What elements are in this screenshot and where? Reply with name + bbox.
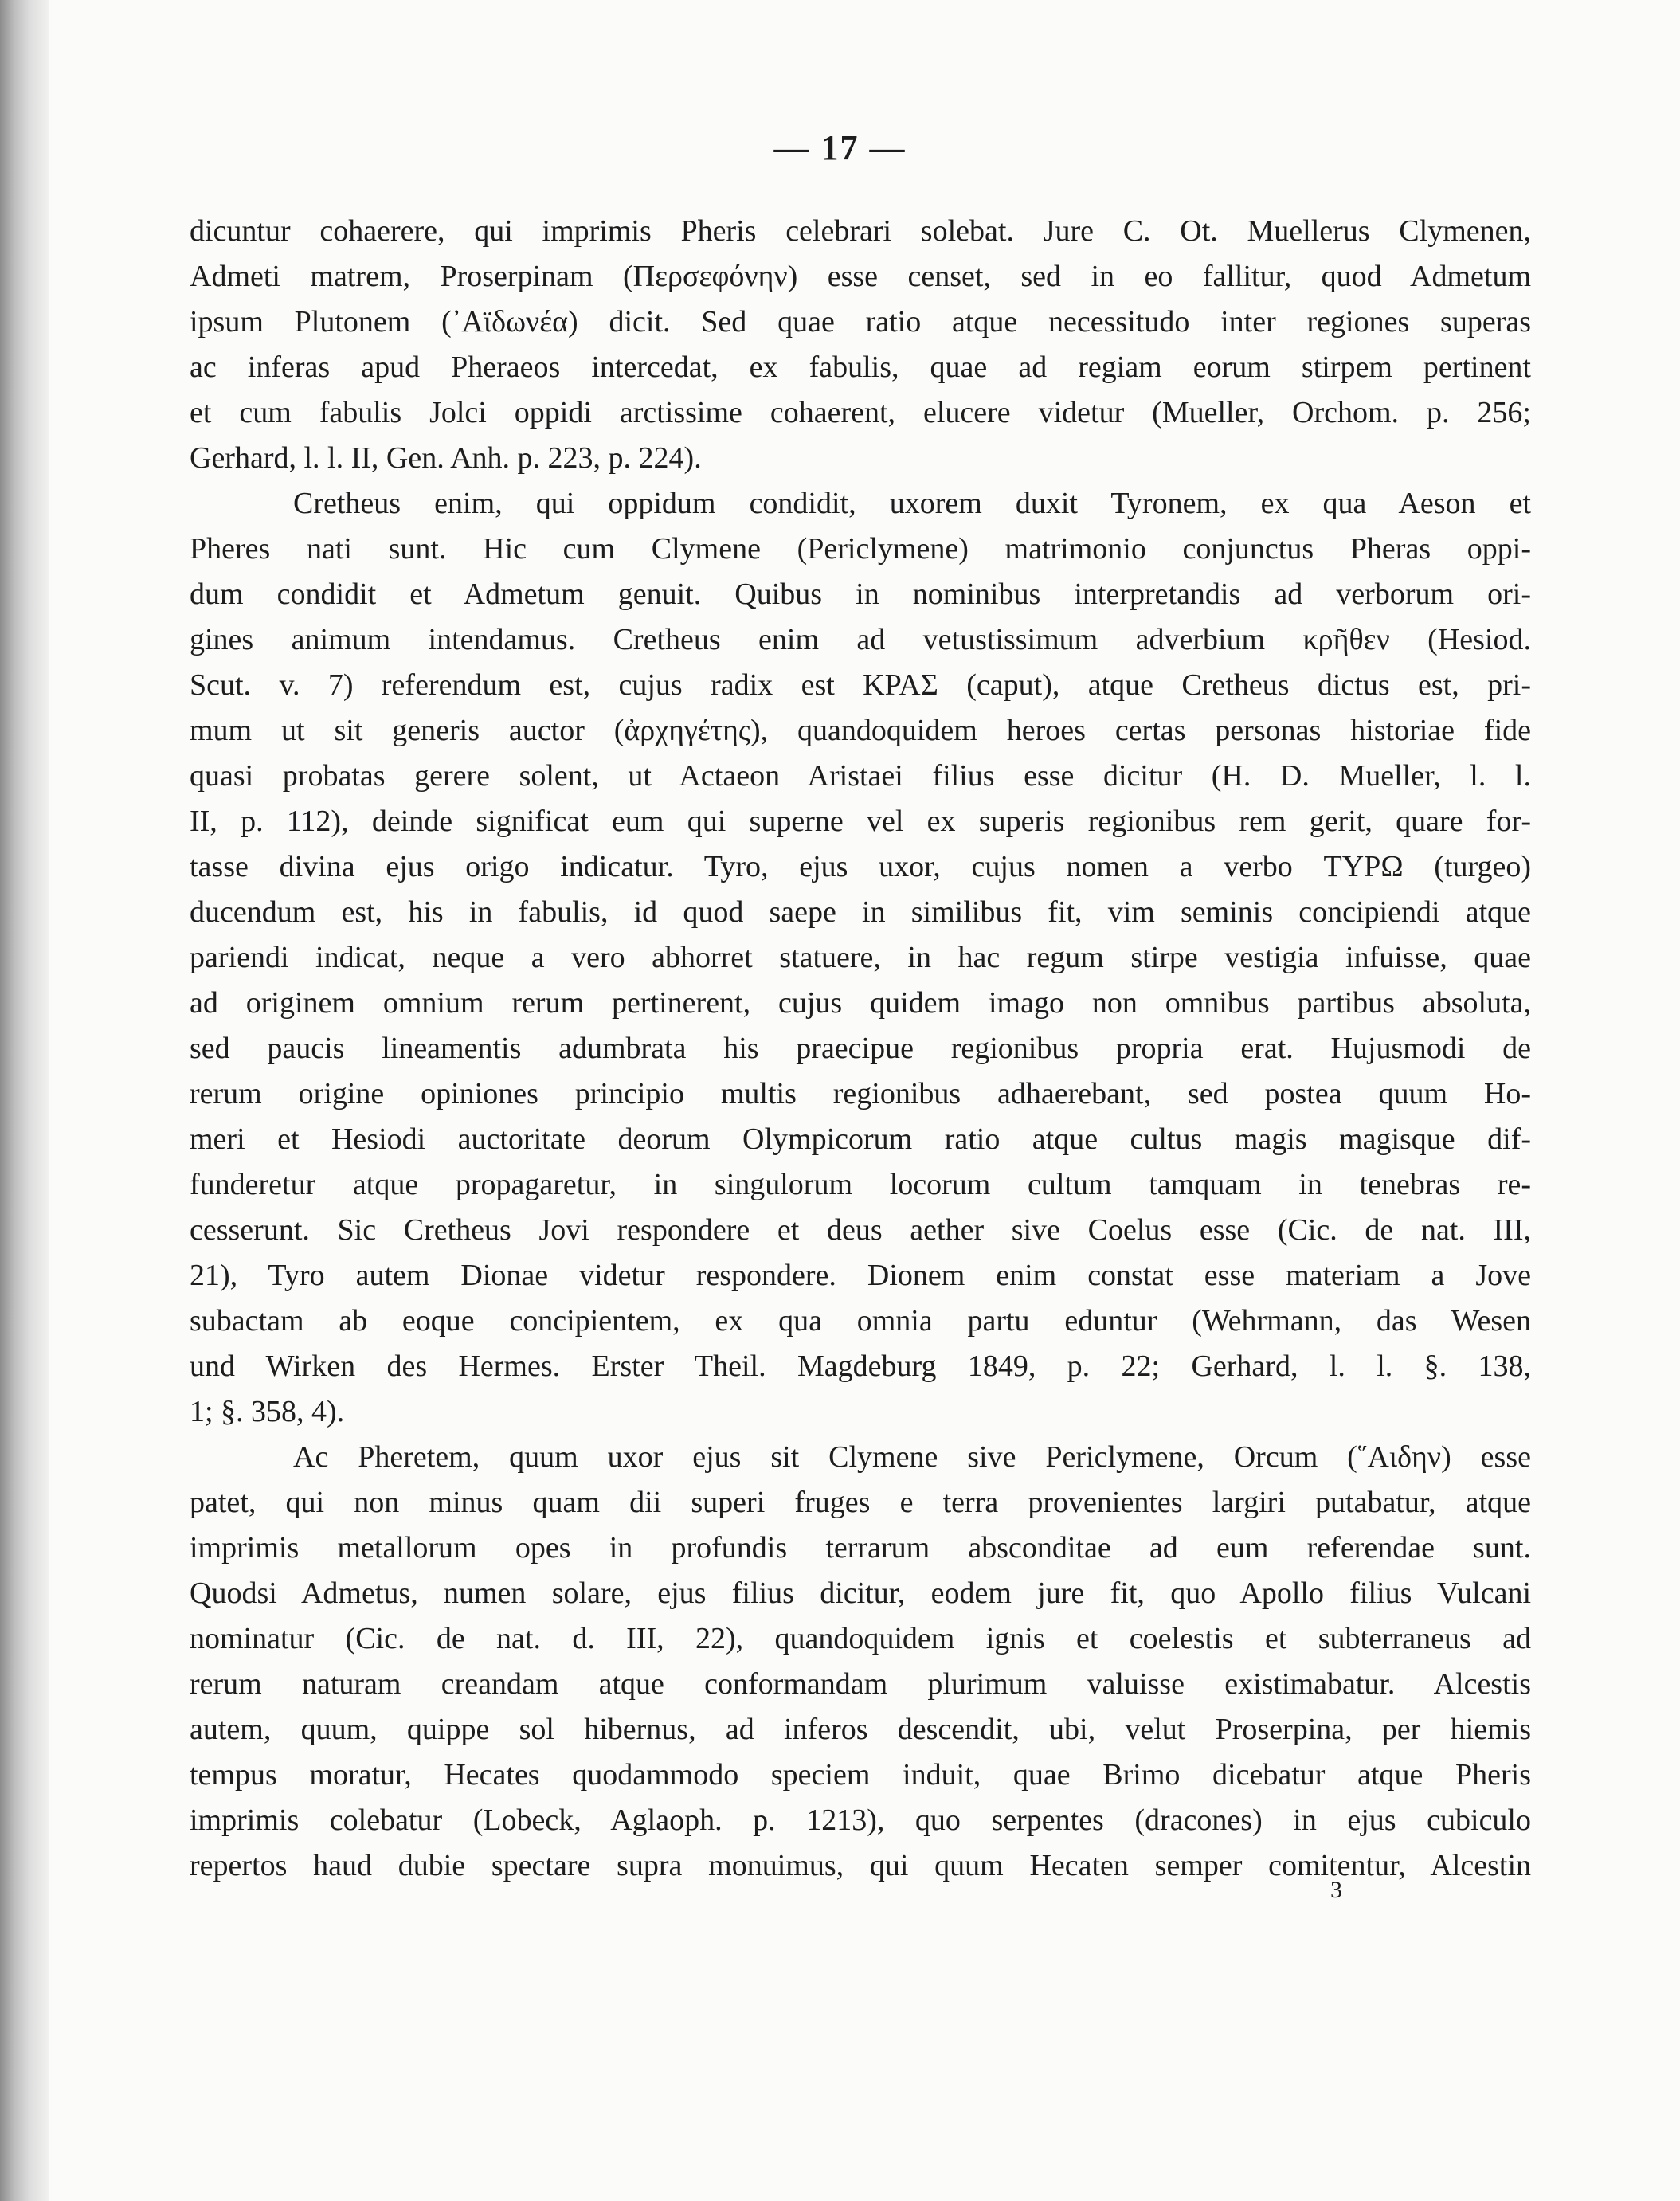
text-line: tempus moratur, Hecates quodammodo speciem induit, quae Brimo dicebatur atque Pheris (190, 1758, 1531, 1792)
text-line: gines animum intendamus. Cretheus enim ad vetustissimum adverbium κρῆθεν (Hesiod. (190, 623, 1531, 656)
text-line: repertos haud dubie spectare supra monuimus, qui quum Hecaten semper comitentur, Alcestin (190, 1849, 1531, 1882)
text-line: rerum naturam creandam atque conformandam plurimum valuisse existimabatur. Alcestis (190, 1667, 1531, 1701)
text-line: et cum fabulis Jolci oppidi arctissime cohaerent, elucere videtur (Mueller, Orchom. p. 256; (190, 396, 1531, 429)
text-line: cesserunt. Sic Cretheus Jovi respondere et deus aether sive Coelus esse (Cic. de nat. III, (190, 1213, 1531, 1247)
text-line: Gerhard, l. l. II, Gen. Anh. p. 223, p. 224). (190, 441, 702, 475)
signature-mark: 3 (1330, 1877, 1342, 1903)
text-line: Quodsi Admetus, numen solare, ejus filius dicitur, eodem jure fit, quo Apollo filius Vulcani (190, 1576, 1531, 1610)
text-line: sed paucis lineamentis adumbrata his praecipue regionibus propria erat. Hujusmodi de (190, 1032, 1531, 1065)
text-line: autem, quum, quippe sol hibernus, ad inferos descendit, ubi, velut Proserpina, per hiemis (190, 1713, 1531, 1746)
text-line: Cretheus enim, qui oppidum condidit, uxorem duxit Tyronem, ex qua Aeson et (293, 487, 1531, 520)
text-line: quasi probatas gerere solent, ut Actaeon Aristaei filius esse dicitur (H. D. Mueller, l. l. (190, 759, 1531, 793)
text-line: mum ut sit generis auctor (ἀρχηγέτης), quandoquidem heroes certas personas historiae fide (190, 714, 1531, 747)
text-line: ac inferas apud Pheraeos intercedat, ex fabulis, quae ad regiam eorum stirpem pertinent (190, 351, 1531, 384)
text-line: subactam ab eoque concipientem, ex qua omnia partu eduntur (Wehrmann, das Wesen (190, 1304, 1531, 1337)
text-line: 21), Tyro autem Dionae videtur respondere. Dionem enim constat esse materiam a Jove (190, 1259, 1531, 1292)
text-line: Pheres nati sunt. Hic cum Clymene (Periclymene) matrimonio conjunctus Pheras oppi- (190, 532, 1531, 566)
text-line: pariendi indicat, neque a vero abhorret statuere, in hac regum stirpe vestigia infuisse, quae (190, 941, 1531, 974)
page-binding-edge (0, 0, 49, 2201)
text-line: ducendum est, his in fabulis, id quod saepe in similibus fit, vim seminis concipiendi atque (190, 895, 1531, 929)
text-line: funderetur atque propagaretur, in singulorum locorum cultum tamquam in tenebras re- (190, 1168, 1531, 1201)
text-line: nominatur (Cic. de nat. d. III, 22), quandoquidem ignis et coelestis et subterraneus ad (190, 1622, 1531, 1655)
text-line: tasse divina ejus origo indicatur. Tyro, ejus uxor, cujus nomen a verbo ΤΥΡΩ (turgeo) (190, 850, 1531, 883)
text-line: imprimis colebatur (Lobeck, Aglaoph. p. 1213), quo serpentes (dracones) in ejus cubiculo (190, 1803, 1531, 1837)
text-line: Scut. v. 7) referendum est, cujus radix est ΚΡΑΣ (caput), atque Cretheus dictus est, pri- (190, 668, 1531, 702)
page-number: — 17 — (773, 128, 907, 167)
text-line: ad originem omnium rerum pertinerent, cujus quidem imago non omnibus partibus absoluta, (190, 986, 1531, 1020)
text-line: dum condidit et Admetum genuit. Quibus in nominibus interpretandis ad verborum ori- (190, 578, 1531, 611)
text-line: rerum origine opiniones principio multis regionibus adhaerebant, sed postea quum Ho- (190, 1077, 1531, 1110)
text-line: meri et Hesiodi auctoritate deorum Olympicorum ratio atque cultus magis magisque dif- (190, 1122, 1531, 1156)
text-line: Ac Pheretem, quum uxor ejus sit Clymene sive Periclymene, Orcum (῞Αιδην) esse (293, 1440, 1531, 1474)
text-line: II, p. 112), deinde significat eum qui superne vel ex superis regionibus rem gerit, quare for- (190, 805, 1531, 838)
text-line: ipsum Plutonem (᾿Αϊδωνέα) dicit. Sed quae ratio atque necessitudo inter regiones superas (190, 305, 1531, 339)
text-line: und Wirken des Hermes. Erster Theil. Magdeburg 1849, p. 22; Gerhard, l. l. §. 138, (190, 1349, 1531, 1383)
text-line: dicuntur cohaerere, qui imprimis Pheris celebrari solebat. Jure C. Ot. Muellerus Clymenen, (190, 214, 1531, 248)
body-text (190, 209, 1531, 1889)
text-line: imprimis metallorum opes in profundis terrarum absconditae ad eum referendae sunt. (190, 1531, 1531, 1565)
text-line: patet, qui non minus quam dii superi fruges e terra provenientes largiri putabatur, atque (190, 1486, 1531, 1519)
text-line: Admeti matrem, Proserpinam (Περσεφόνην) esse censet, sed in eo fallitur, quod Admetum (190, 260, 1531, 293)
text-line: 1; §. 358, 4). (190, 1395, 345, 1428)
